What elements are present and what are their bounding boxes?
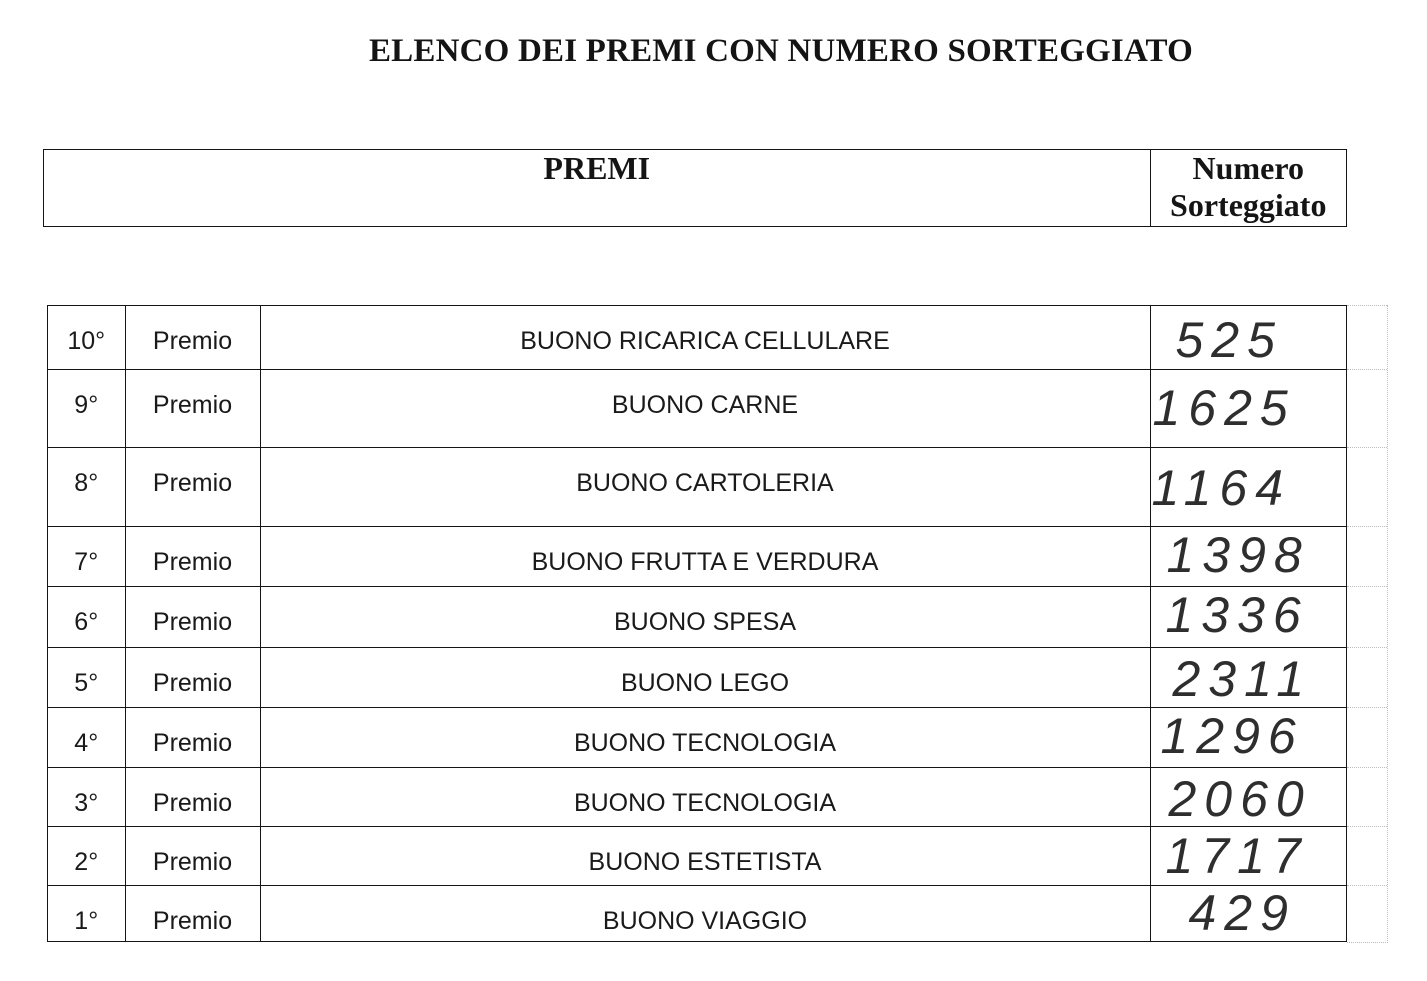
drawn-number: 1398	[1150, 527, 1347, 586]
prize-name: BUONO ESTETISTA	[260, 827, 1150, 885]
prize-name: BUONO TECNOLOGIA	[260, 708, 1150, 767]
prize-row	[48, 306, 1346, 369]
scan-guide-line	[1347, 885, 1387, 942]
prize-name: BUONO TECNOLOGIA	[260, 768, 1150, 826]
prize-rank: 4°	[74, 729, 99, 757]
prize-name: BUONO FRUTTA E VERDURA	[260, 527, 1150, 586]
prize-row	[48, 369, 1346, 447]
prize-name: BUONO CARTOLERIA	[260, 448, 1150, 526]
prize-row	[48, 767, 1346, 826]
drawn-number: 1296	[1150, 708, 1347, 767]
prize-rank: 3°	[74, 789, 99, 817]
scan-guide-line	[1347, 305, 1387, 369]
prizes-table	[47, 305, 1347, 942]
prize-label: Premio	[125, 708, 260, 767]
header-table	[43, 149, 1347, 227]
prize-label: Premio	[125, 306, 260, 369]
prize-name: BUONO SPESA	[260, 587, 1150, 647]
prize-rank: 7°	[74, 548, 99, 576]
prize-rank: 2°	[74, 848, 99, 876]
prize-label: Premio	[125, 768, 260, 826]
prize-label: Premio	[125, 886, 260, 941]
prize-rank: 5°	[74, 669, 99, 697]
prize-row	[48, 447, 1346, 526]
prize-row	[48, 885, 1346, 941]
drawn-number: 429	[1150, 886, 1347, 941]
prize-row	[48, 586, 1346, 647]
drawn-number: 1164	[1150, 448, 1347, 526]
prize-label: Premio	[125, 448, 260, 526]
prize-label: Premio	[125, 370, 260, 447]
drawn-number: 2060	[1150, 768, 1347, 826]
prize-rank: 10°	[67, 327, 106, 355]
prize-rank: 9°	[74, 391, 99, 419]
drawn-number: 525	[1150, 306, 1347, 369]
prize-row	[48, 826, 1346, 885]
prize-rank: 6°	[74, 608, 99, 636]
prize-label: Premio	[125, 527, 260, 586]
drawn-number: 1625	[1150, 370, 1347, 447]
prize-name: BUONO LEGO	[260, 648, 1150, 707]
prize-row	[48, 707, 1346, 767]
prize-rank: 8°	[74, 469, 99, 497]
prize-label: Premio	[125, 648, 260, 707]
prize-row	[48, 647, 1346, 707]
scan-guide-line	[1347, 767, 1387, 826]
drawn-number: 1717	[1150, 827, 1347, 885]
prize-label: Premio	[125, 827, 260, 885]
prize-row	[48, 526, 1346, 586]
header-number-label: Numero Sorteggiato	[1150, 150, 1347, 226]
drawn-number: 2311	[1150, 648, 1347, 707]
prize-label: Premio	[125, 587, 260, 647]
scan-artifact-guides	[1347, 305, 1388, 943]
scan-guide-line	[1347, 707, 1387, 767]
drawn-number: 1336	[1150, 587, 1347, 647]
document-title: ELENCO DEI PREMI CON NUMERO SORTEGGIATO	[368, 33, 1194, 69]
scan-guide-line	[1347, 647, 1387, 707]
scan-guide-line	[1347, 826, 1387, 885]
scan-guide-line	[1347, 526, 1387, 586]
prize-rank: 1°	[74, 907, 99, 935]
prize-name: BUONO VIAGGIO	[260, 886, 1150, 941]
header-prizes-label: PREMI	[543, 150, 651, 186]
prize-name: BUONO CARNE	[260, 370, 1150, 447]
scan-guide-line	[1347, 586, 1387, 647]
prize-name: BUONO RICARICA CELLULARE	[260, 306, 1150, 369]
scan-guide-line	[1347, 447, 1387, 526]
scan-guide-line	[1347, 369, 1387, 447]
